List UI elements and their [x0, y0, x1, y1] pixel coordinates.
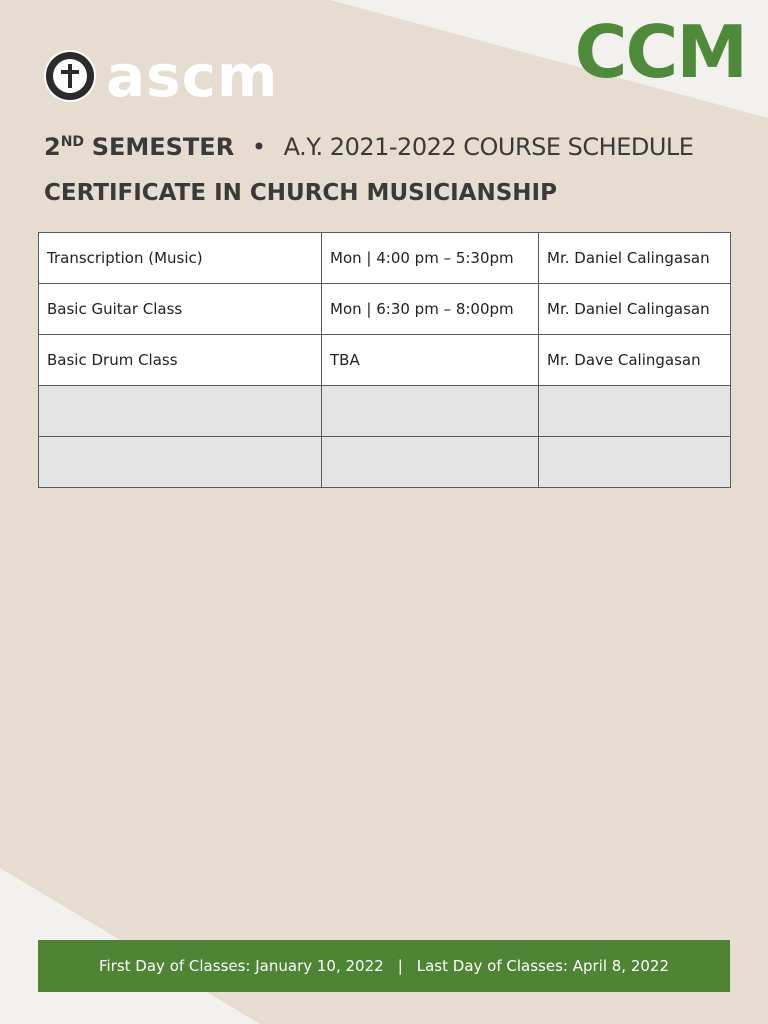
ascm-logo [44, 42, 279, 110]
instructor-cell [539, 386, 731, 437]
instructor-cell: Mr. Dave Calingasan [539, 335, 731, 386]
program-title: CERTIFICATE IN CHURCH MUSICIANSHIP [44, 180, 557, 206]
last-day-text: Last Day of Classes: April 8, 2022 [416, 957, 670, 975]
instructor-cell: Mr. Daniel Calingasan [539, 284, 731, 335]
semester-suffix: ND [60, 134, 85, 150]
logo-text: ascm [106, 42, 279, 110]
academic-year: A.Y. 2021-2022 COURSE SCHEDULE [283, 133, 694, 161]
footer-banner [38, 940, 730, 992]
table-row-empty [39, 386, 731, 437]
ccm-logo: CCM [574, 10, 746, 94]
semester-heading [44, 133, 693, 161]
seal-icon [44, 50, 96, 102]
time-cell [322, 437, 539, 488]
instructor-cell: Mr. Daniel Calingasan [539, 233, 731, 284]
table-row-empty [39, 437, 731, 488]
schedule-table [38, 232, 731, 488]
course-cell [39, 437, 322, 488]
table-row [39, 284, 731, 335]
heading-separator: • [251, 133, 266, 161]
semester-word: SEMESTER [91, 133, 235, 161]
course-cell: Basic Drum Class [39, 335, 322, 386]
semester-number: 2 [44, 133, 61, 161]
table-row [39, 335, 731, 386]
course-cell: Basic Guitar Class [39, 284, 322, 335]
footer-separator: | [397, 957, 403, 975]
time-cell: Mon | 6:30 pm – 8:00pm [322, 284, 539, 335]
first-day-text: First Day of Classes: January 10, 2022 [98, 957, 384, 975]
instructor-cell [539, 437, 731, 488]
course-cell [39, 386, 322, 437]
time-cell [322, 386, 539, 437]
table-row [39, 233, 731, 284]
time-cell: Mon | 4:00 pm – 5:30pm [322, 233, 539, 284]
time-cell: TBA [322, 335, 539, 386]
course-cell: Transcription (Music) [39, 233, 322, 284]
